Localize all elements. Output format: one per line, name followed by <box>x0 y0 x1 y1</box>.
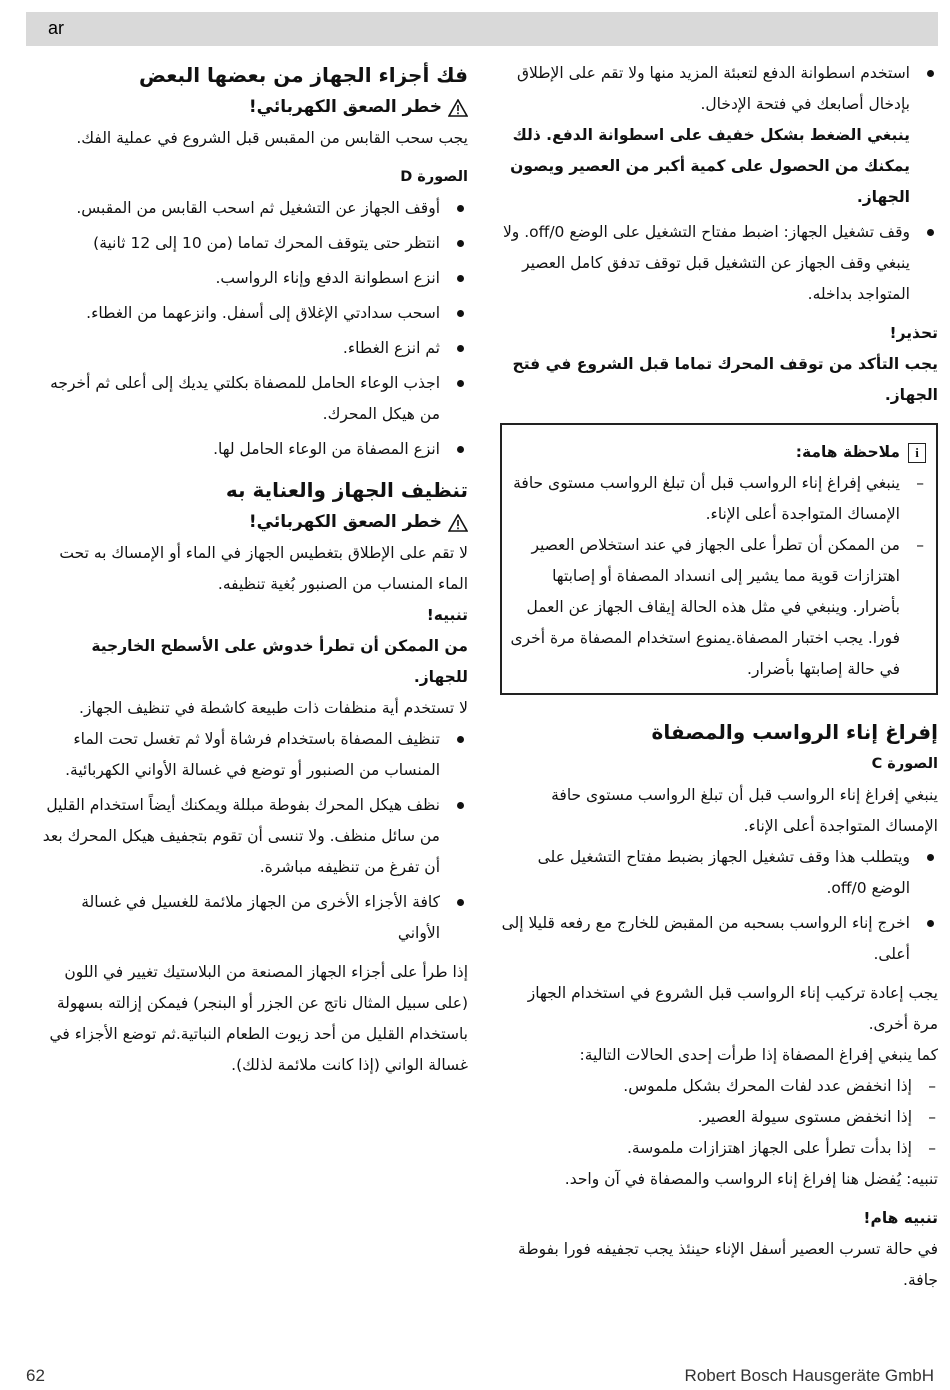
attention-text: من الممكن أن تطرأ خدوش على الأسطح الخارجية للجهاز. <box>91 637 468 686</box>
figure-c-label: الصورة C <box>871 756 938 772</box>
info-icon: i <box>908 443 926 463</box>
list-item: – إذا انخفض عدد لفات المحرك بشكل ملموس. <box>500 1071 938 1102</box>
list-item: ويتطلب هذا وقف تشغيل الجهاز بضبط مفتاح التشغيل على الوضع off/0. <box>500 842 938 904</box>
list-item: اجذب الوعاء الحامل للمصفاة بكلتي يديك إلى أعلى ثم أخرجه من هيكل المحرك. <box>42 368 468 430</box>
language-code: ar <box>48 18 65 38</box>
warning-triangle-icon <box>448 99 468 117</box>
page-number: 62 <box>26 1366 45 1385</box>
list-item: – إذا بدأت تطرأ على الجهاز اهتزازات ملموسة. <box>500 1133 938 1164</box>
tip-text: تنبيه: يُفضل هنا إفراغ إناء الرواسب والمصفاة في آن واحد. <box>564 1170 938 1188</box>
shock-warning-row <box>42 92 468 123</box>
usage-list <box>500 58 938 310</box>
figure-d-label: الصورة D <box>400 169 468 185</box>
reassemble-text: يجب إعادة تركيب إناء الرواسب قبل الشروع في استخدام الجهاز مرة أخرى. <box>527 984 938 1033</box>
list-item: – من الممكن أن تطرأ على الجهاز في عند استخلاص العصير اهتزازات قوية مما يشير إلى انسداد المصفاة أو إصابتها بأضرار. وينبغي في مثل هذه الحالة إيقاف الجهاز عن العمل فورا. يجب اختبار المصفاة.يمنوع استخدام المصفاة مرة أخرى في حالة إصابتها بأضرار. <box>510 530 926 685</box>
list-item: – ينبغي إفراغ إناء الرواسب قبل أن تبلغ الرواسب مستوى حافة الإمساك المتواجدة أعلى الإناء. <box>510 468 926 530</box>
shock-warning-text-2: خطر الصعق الكهربائي! <box>248 512 442 532</box>
empty-intro: ينبغي إفراغ إناء الرواسب قبل أن تبلغ الرواسب مستوى حافة الإمساك المتواجدة أعلى الإناء. <box>551 786 938 835</box>
note-title: ملاحظة هامة: <box>795 443 900 461</box>
left-column <box>42 58 468 1081</box>
list-item <box>500 58 938 213</box>
clean-steps <box>42 724 468 949</box>
shock-warning-row-2 <box>42 507 468 538</box>
note-list <box>510 468 926 685</box>
list-item <box>500 217 938 310</box>
list-item: ثم انزع الغطاء. <box>42 333 468 364</box>
filter-intro: كما ينبغي إفراغ المصفاة إذا طرأت إحدى الحالات التالية: <box>579 1046 938 1064</box>
filter-cases <box>500 1071 938 1164</box>
important-text: في حالة تسرب العصير أسفل الإناء حينئذ يجب تجفيفه فورا بفوطة جافة. <box>517 1240 938 1289</box>
language-bar <box>26 12 938 46</box>
shock-warning-text: خطر الصعق الكهربائي! <box>248 97 442 117</box>
plastic-note: إذا طرأ على أجزاء الجهاز المصنعة من البلاستيك تغيير في اللون (على سبيل المثال ناتج عن الجزر أو البنجر) فيمكن إزالته بسهولة باستخدام القليل من أحد زيوت الطعام النباتية.ثم توضع الأجزاء في غسالة الواني (إذا كانت ملائمة لذلك). <box>49 963 468 1074</box>
list-item: – إذا انخفض مستوى سيولة العصير. <box>500 1102 938 1133</box>
no-abrasive-text: لا تستخدم أية منظفات ذات طبيعة كاشطة في تنظيف الجهاز. <box>79 699 468 717</box>
usage-text-2: وقف تشغيل الجهاز: اضبط مفتاح التشغيل على الوضع off/0. ولا ينبغي وقف الجهاز عن التشغيل قبل توقف تدفق كامل العصير المتواجد بداخله. <box>502 223 910 303</box>
caution-text: يجب التأكد من توقف المحرك تماما قبل الشروع في فتح الجهاز. <box>512 355 938 404</box>
list-item: أوقف الجهاز عن التشغيل ثم اسحب القابس من المقبس. <box>42 193 468 224</box>
list-item: انزع اسطوانة الدفع وإناء الرواسب. <box>42 263 468 294</box>
important-title: تنبيه هام! <box>863 1209 938 1227</box>
list-item: اسحب سدادتي الإغلاق إلى أسفل. وانزعهما من الغطاء. <box>42 298 468 329</box>
empty-heading: إفراغ إناء الرواسب والمصفاة <box>651 720 938 744</box>
list-item: انزع المصفاة من الوعاء الحامل لها. <box>42 434 468 465</box>
list-item: انتظر حتى يتوقف المحرك تماما (من 10 إلى 12 ثانية) <box>42 228 468 259</box>
list-item: نظف هيكل المحرك بفوطة مبللة ويمكنك أيضاً استخدام القليل من سائل منظف. ولا تنسى أن تقوم بتجفيف هيكل المحرك بعد أن تفرغ من تنظيفه مباشرة. <box>42 790 468 883</box>
caution-title: تحذير! <box>889 324 938 342</box>
attention-title: تنبيه! <box>426 606 468 624</box>
company-name: Robert Bosch Hausgeräte GmbH <box>684 1366 934 1385</box>
note-title-row <box>510 437 926 468</box>
list-item: اخرج إناء الرواسب بسحبه من المقبض للخارج مع رفعه قليلا إلى أعلى. <box>500 908 938 970</box>
usage-text-1: استخدم اسطوانة الدفع لتعبئة المزيد منها ولا تقم على الإطلاق بإدخال أصابعك في فتحة الإدخال. <box>516 64 910 113</box>
disassemble-heading: فك أجزاء الجهاز من بعضها البعض <box>138 63 468 87</box>
right-column <box>500 58 938 1296</box>
list-item: تنظيف المصفاة باستخدام فرشاة أولا ثم تغسل تحت الماء المنساب من الصنبور أو توضع في غسالة الأواني الكهربائية. <box>42 724 468 786</box>
important-note-box <box>500 423 938 695</box>
usage-bold-text: ينبغي الضغط بشكل خفيف على اسطوانة الدفع. ذلك يمكنك من الحصول على كمية أكبر من العصير ويصون الجهاز. <box>510 126 910 206</box>
clean-heading: تنظيف الجهاز والعناية به <box>225 478 468 502</box>
unplug-text: يجب سحب القابس من المقبس قبل الشروع في عملية الفك. <box>76 129 468 147</box>
warning-triangle-icon <box>448 514 468 532</box>
list-item: كافة الأجزاء الأخرى من الجهاز ملائمة للغسيل في غسالة الأواني <box>42 887 468 949</box>
empty-steps <box>500 842 938 970</box>
disassemble-steps <box>42 193 468 465</box>
no-immerse-text: لا تقم على الإطلاق بتغطيس الجهاز في الماء أو الإمساك به تحت الماء المنساب من الصنبور بُغية تنظيفه. <box>59 544 468 593</box>
